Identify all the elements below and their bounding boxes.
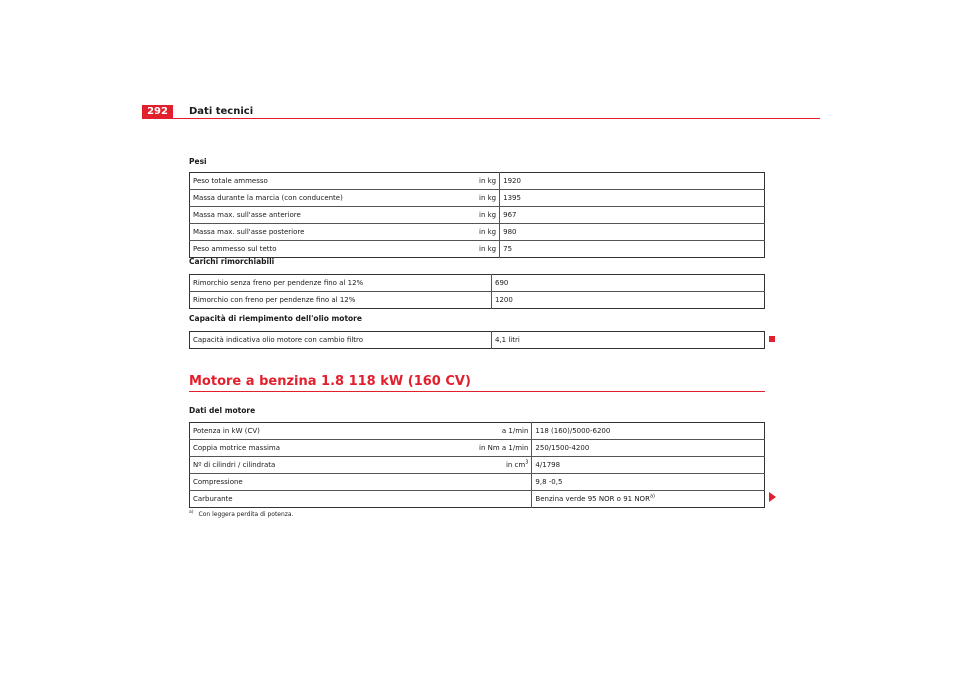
footnote-marker: a) bbox=[189, 510, 194, 515]
row-value: 1395 bbox=[500, 190, 765, 207]
row-value: 980 bbox=[500, 224, 765, 241]
row-unit: in kg bbox=[476, 190, 500, 207]
row-unit bbox=[476, 474, 532, 491]
table-row bbox=[190, 457, 765, 474]
row-unit: in kg bbox=[479, 245, 497, 253]
row-label: Carburante bbox=[193, 495, 233, 503]
table-row bbox=[190, 241, 765, 258]
pesi-title: Pesi bbox=[189, 157, 207, 166]
row-value: 250/1500-4200 bbox=[532, 440, 765, 457]
row-label: Nº di cilindri / cilindrata bbox=[190, 457, 477, 474]
header-rule bbox=[142, 118, 820, 119]
row-unit: in kg bbox=[476, 207, 500, 224]
motore-heading: Motore a benzina 1.8 118 kW (160 CV) bbox=[189, 374, 471, 389]
table-row bbox=[190, 491, 765, 508]
row-label: Rimorchio con freno per pendenze fino al 12% bbox=[193, 296, 356, 304]
row-label: Rimorchio senza freno per pendenze fino al 12% bbox=[190, 275, 492, 292]
row-label: Peso totale ammesso bbox=[190, 173, 477, 190]
table-row bbox=[190, 474, 765, 491]
value-text: Benzina verde 95 NOR o 91 NOR bbox=[535, 495, 650, 503]
olio-table bbox=[189, 331, 765, 349]
olio-title: Capacità di riempimento dell'olio motore bbox=[189, 314, 362, 323]
page-number: 292 bbox=[142, 105, 173, 119]
table-row bbox=[190, 207, 765, 224]
red-square-icon bbox=[769, 336, 775, 342]
row-value: 9,8 -0,5 bbox=[532, 474, 765, 491]
table-row bbox=[190, 423, 765, 440]
row-label: Potenza in kW (CV) bbox=[190, 423, 477, 440]
row-value: 967 bbox=[500, 207, 765, 224]
table-row bbox=[190, 224, 765, 241]
footnote bbox=[189, 509, 294, 519]
table-row bbox=[190, 275, 765, 292]
table-row bbox=[190, 292, 765, 309]
unit-superscript: 3 bbox=[525, 459, 529, 466]
row-value: 118 (160)/5000-6200 bbox=[532, 423, 765, 440]
row-value: 4/1798 bbox=[532, 457, 765, 474]
heading-rule bbox=[189, 391, 765, 392]
table-row bbox=[190, 440, 765, 457]
row-label: Massa max. sull'asse posteriore bbox=[190, 224, 477, 241]
row-unit bbox=[476, 491, 532, 508]
row-unit: in Nm a 1/min bbox=[476, 440, 532, 457]
carichi-table bbox=[189, 274, 765, 309]
row-unit bbox=[476, 457, 532, 474]
row-label: Massa durante la marcia (con conducente) bbox=[190, 190, 477, 207]
row-label: Capacità indicativa olio motore con cambio filtro bbox=[193, 336, 364, 344]
row-value bbox=[532, 491, 765, 508]
pesi-table bbox=[189, 172, 765, 258]
table-row bbox=[190, 332, 765, 349]
red-triangle-right-icon bbox=[769, 492, 776, 502]
row-unit: a 1/min bbox=[476, 423, 532, 440]
row-label: Coppia motrice massima bbox=[190, 440, 477, 457]
motore-table bbox=[189, 422, 765, 508]
row-value: 75 bbox=[500, 241, 765, 258]
row-label: Peso ammesso sul tetto bbox=[193, 245, 277, 253]
row-value: 690 bbox=[492, 275, 765, 292]
carichi-title: Carichi rimorchiabili bbox=[189, 257, 275, 266]
row-label: Massa max. sull'asse anteriore bbox=[190, 207, 477, 224]
row-unit: in kg bbox=[476, 173, 500, 190]
unit-text: in cm bbox=[505, 461, 526, 469]
row-label: Compressione bbox=[190, 474, 477, 491]
row-value: 1920 bbox=[500, 173, 765, 190]
table-row bbox=[190, 173, 765, 190]
section-title: Dati tecnici bbox=[189, 106, 254, 117]
motore-title: Dati del motore bbox=[189, 406, 256, 415]
footnote-ref: a) bbox=[649, 493, 655, 500]
row-unit: in kg bbox=[476, 224, 500, 241]
footnote-text: Con leggera perdita di potenza. bbox=[198, 511, 294, 518]
row-value: 1200 bbox=[492, 292, 765, 309]
row-value: 4,1 litri bbox=[492, 332, 765, 349]
table-row bbox=[190, 190, 765, 207]
